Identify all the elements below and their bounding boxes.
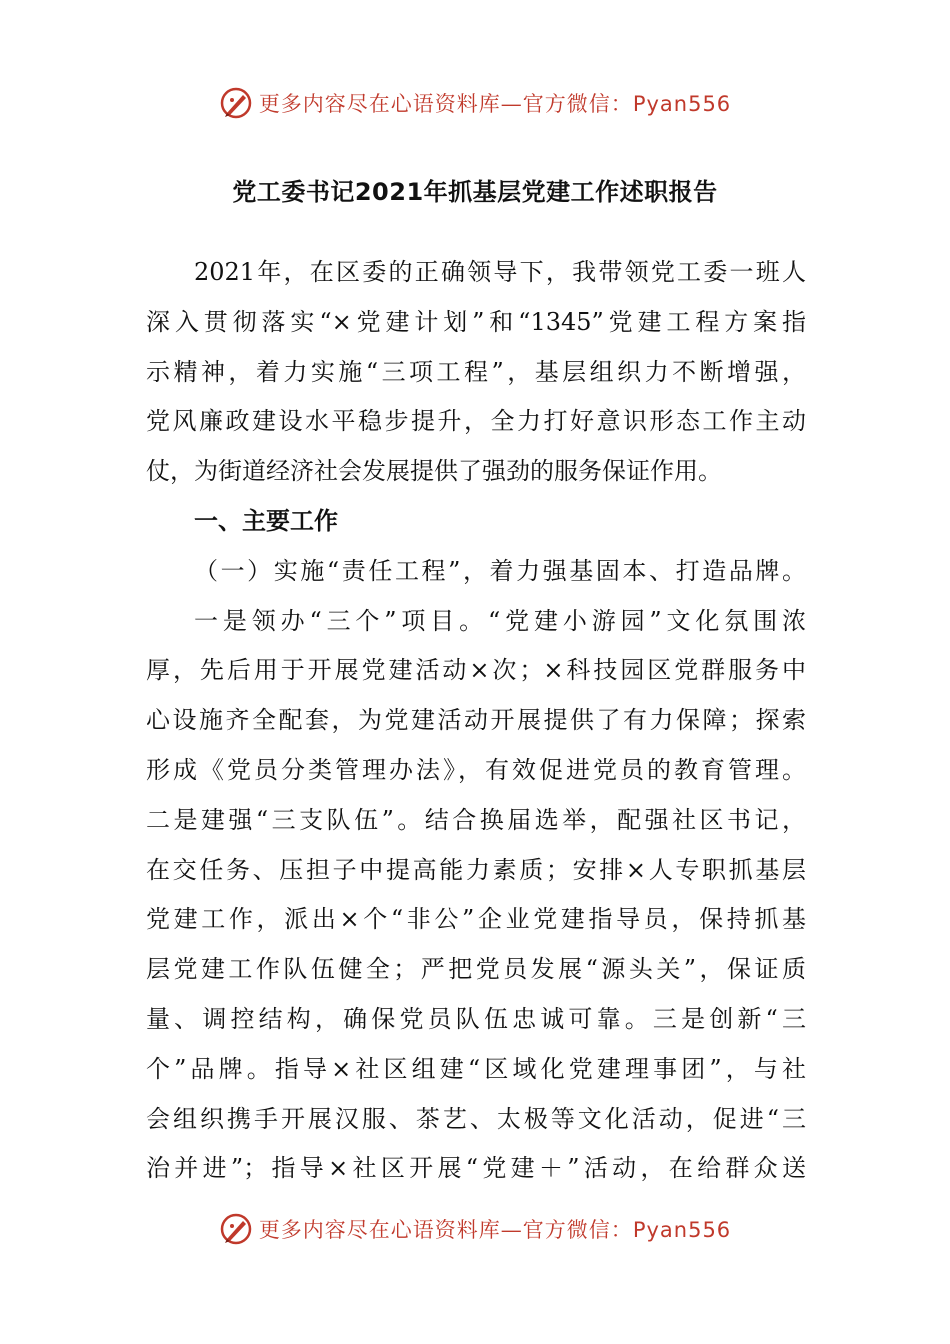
paragraph-line: 个”品牌。指导×社区组建“区域化党建理事团”，与社: [146, 1054, 806, 1083]
paragraph-line: 量、调控结构，确保党员队伍忠诚可靠。三是创新“三: [146, 1004, 806, 1033]
section-heading: 一、主要工作: [194, 506, 338, 535]
paragraph-line: 治并进”；指导×社区开展“党建＋”活动，在给群众送: [146, 1154, 806, 1183]
paragraph-line: 层党建工作队伍健全；严把党员发展“源头关”，保证质: [146, 955, 806, 984]
paragraph-line: 2021年，在区委的正确领导下，我带领党工委一班人: [194, 258, 806, 286]
paragraph-line: 会组织携手开展汉服、茶艺、太极等文化活动，促进“三: [146, 1104, 806, 1133]
paragraph-line: 深入贯彻落实“×党建计划”和“1345”党建工程方案指: [146, 307, 806, 336]
subsection-heading: （一）实施“责任工程”，着力强基固本、打造品牌。: [194, 556, 806, 585]
document-body: [146, 248, 806, 1194]
paragraph-line: 仗，为街道经济社会发展提供了强劲的服务保证作用。: [146, 457, 722, 486]
paragraph-line: 党风廉政建设水平稳步提升，全力打好意识形态工作主动: [146, 407, 806, 436]
paragraph-line: 心设施齐全配套，为党建活动开展提供了有力保障；探索: [146, 706, 806, 735]
pen-logo-icon: [219, 86, 253, 120]
paragraph-line: 示精神，着力实施“三项工程”，基层组织力不断增强，: [146, 357, 806, 386]
header-watermark: [0, 86, 950, 120]
document-title: 党工委书记2021年抓基层党建工作述职报告: [232, 178, 718, 206]
paragraph-line: 形成《党员分类管理办法》，有效促进党员的教育管理。: [146, 755, 806, 784]
paragraph-line: 党建工作，派出×个“非公”企业党建指导员，保持抓基: [146, 905, 806, 934]
paragraph-line: 一是领办“三个”项目。“党建小游园”文化氛围浓: [194, 606, 806, 635]
paragraph-line: 二是建强“三支队伍”。结合换届选举，配强社区书记，: [146, 805, 806, 834]
footer-watermark: [0, 1212, 950, 1246]
paragraph-line: 在交任务、压担子中提高能力素质；安排×人专职抓基层: [146, 855, 806, 884]
watermark-text: 更多内容尽在心语资料库—官方微信：Pyan556: [258, 1218, 732, 1242]
pen-logo-icon: [219, 1212, 253, 1246]
paragraph-line: 厚，先后用于开展党建活动×次；×科技园区党群服务中: [146, 656, 806, 685]
watermark-text: 更多内容尽在心语资料库—官方微信：Pyan556: [258, 92, 732, 116]
